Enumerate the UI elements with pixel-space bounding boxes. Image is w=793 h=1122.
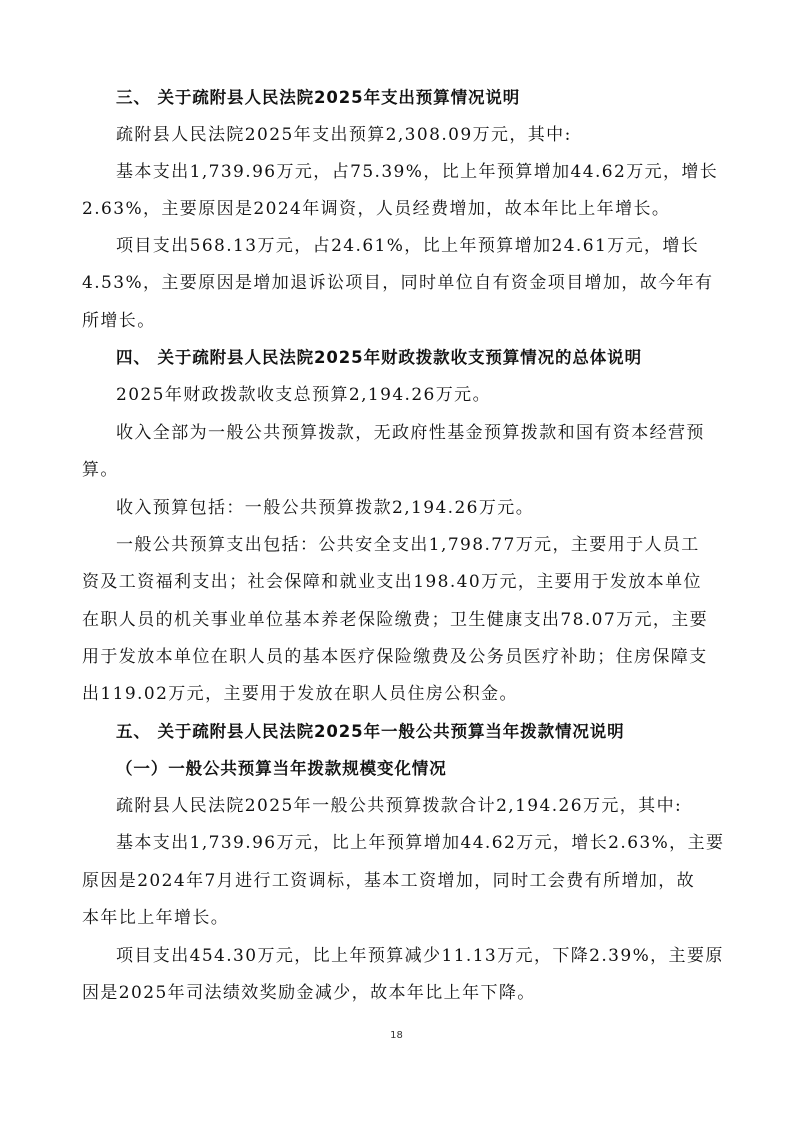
section-heading-4: 四、 关于疏附县人民法院2025年财政拨款收支预算情况的总体说明 xyxy=(116,348,642,367)
page-number: 18 xyxy=(390,1030,403,1041)
paragraph-line: 基本支出1,739.96万元，比上年预算增加44.62万元，增长2.63%，主要 xyxy=(116,833,725,853)
paragraph-line: 疏附县人民法院2025年一般公共预算拨款合计2,194.26万元，其中: xyxy=(116,796,683,816)
paragraph-line: 4.53%，主要原因是增加退诉讼项目，同时单位自有资金项目增加，故今年有 xyxy=(82,273,714,293)
paragraph-line: 疏附县人民法院2025年支出预算2,308.09万元，其中: xyxy=(116,125,572,145)
paragraph-line: 本年比上年增长。 xyxy=(82,908,230,928)
section-heading-5: 五、 关于疏附县人民法院2025年一般公共预算当年拨款情况说明 xyxy=(116,722,625,741)
paragraph-line: 2025年财政拨款收支总预算2,194.26万元。 xyxy=(116,385,491,405)
paragraph-line: 算。 xyxy=(82,460,119,480)
paragraph-line: 基本支出1,739.96万元，占75.39%，比上年预算增加44.62万元，增长 xyxy=(116,162,719,182)
paragraph-line: 资及工资福利支出；社会保障和就业支出198.40万元，主要用于发放本单位 xyxy=(82,572,702,592)
paragraph-line: 项目支出454.30万元，比上年预算减少11.13万元，下降2.39%，主要原 xyxy=(116,946,724,966)
paragraph-line: 在职人员的机关事业单位基本养老保险缴费；卫生健康支出78.07万元，主要 xyxy=(82,610,709,630)
paragraph-line: 项目支出568.13万元，占24.61%，比上年预算增加24.61万元，增长 xyxy=(116,236,700,256)
paragraph-line: 用于发放本单位在职人员的基本医疗保险缴费及公务员医疗补助；住房保障支 xyxy=(82,647,708,667)
section-heading-3: 三、 关于疏附县人民法院2025年支出预算情况说明 xyxy=(116,88,521,107)
subsection-heading: （一）一般公共预算当年拨款规模变化情况 xyxy=(116,759,447,778)
paragraph-line: 原因是2024年7月进行工资调标，基本工资增加，同时工会费有所增加，故 xyxy=(82,871,696,891)
paragraph-line: 一般公共预算支出包括：公共安全支出1,798.77万元，主要用于人员工 xyxy=(116,535,700,555)
paragraph-line: 2.63%，主要原因是2024年调资，人员经费增加，故本年比上年增长。 xyxy=(82,199,671,219)
paragraph-line: 收入全部为一般公共预算拨款，无政府性基金预算拨款和国有资本经营预 xyxy=(116,423,705,443)
paragraph-line: 出119.02万元，主要用于发放在职人员住房公积金。 xyxy=(82,684,518,704)
paragraph-line: 收入预算包括：一般公共预算拨款2,194.26万元。 xyxy=(116,498,535,518)
paragraph-line: 所增长。 xyxy=(82,311,156,331)
paragraph-line: 因是2025年司法绩效奖励金减少，故本年比上年下降。 xyxy=(82,983,536,1003)
